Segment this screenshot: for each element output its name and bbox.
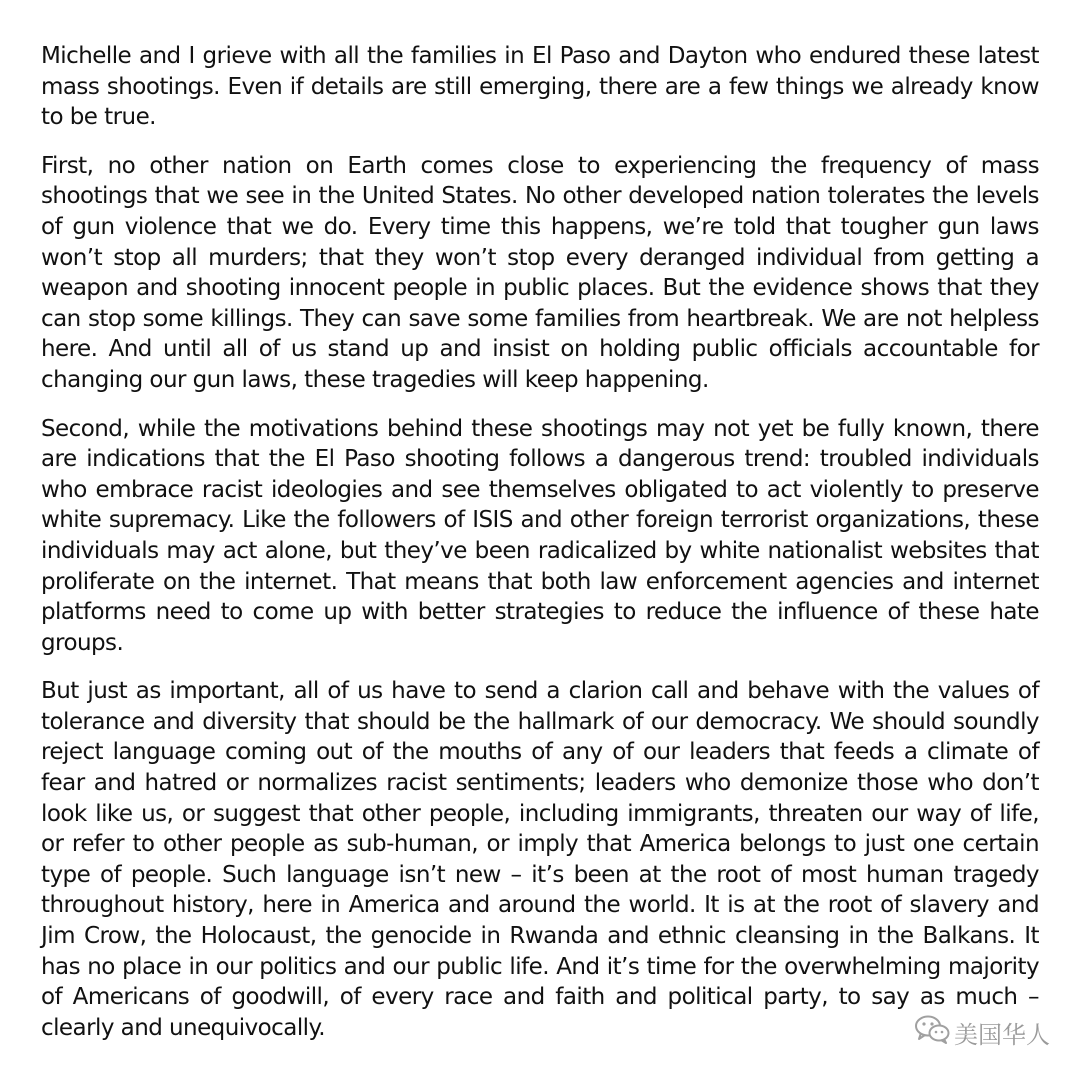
paragraph-2: First, no other nation on Earth comes close to experiencing the frequency of mass shootings that we see in the United States. No other developed nation tolerates the levels of gun violence that we do. Every time this happens, we’re told that tougher gun laws won’t stop all murders; that they won’t stop every deranged individual from getting a weapon and shooting innocent people in public places. But the evidence shows that they can stop some killings. They can save some families from heartbreak. We are not helpless here. And until all of us stand up and insist on holding public officials accountable for changing our gun laws, these tragedies will keep happening.: [41, 152, 1039, 393]
statement-text: [41, 41, 1039, 1061]
wechat-icon: [914, 1014, 950, 1050]
paragraph-4: But just as important, all of us have to send a clarion call and behave with the values of tolerance and diversity that should be the hallmark of our democracy. We should soundly reject language coming out of the mouths of any of our leaders that feeds a climate of fear and hatred or normalizes racist sentiments; leaders who demonize those who don’t look like us, or suggest that other people, including immigrants, threaten our way of life, or refer to other people as sub-human, or imply that America belongs to just one certain type of people. Such language isn’t new – it’s been at the root of most human tragedy throughout history, here in America and around the world. It is at the root of slavery and Jim Crow, the Holocaust, the genocide in Rwanda and ethnic cleansing in the Balkans. It has no place in our politics and our public life. And it’s time for the overwhelming majority of Americans of goodwill, of every race and faith and political party, to say as much – clearly and unequivocally.: [41, 678, 1039, 1041]
watermark: [914, 1014, 1050, 1050]
paragraph-3: Second, while the motivations behind these shootings may not yet be fully known, there are indications that the El Paso shooting follows a dangerous trend: troubled individuals who embrace racist ideologies and see themselves obligated to act violently to preserve white supremacy. Like the followers of ISIS and other foreign terrorist organizations, these individuals may act alone, but they’ve been radicalized by white nationalist websites that proliferate on the internet. That means that both law enforcement agencies and internet platforms need to come up with better strategies to reduce the influence of these hate groups.: [41, 415, 1039, 656]
watermark-text: 美国华人: [954, 1020, 1050, 1049]
paragraph-1: Michelle and I grieve with all the families in El Paso and Dayton who endured these latest mass shootings. Even if details are still emerging, there are a few things we already know to be true.: [41, 43, 1039, 131]
